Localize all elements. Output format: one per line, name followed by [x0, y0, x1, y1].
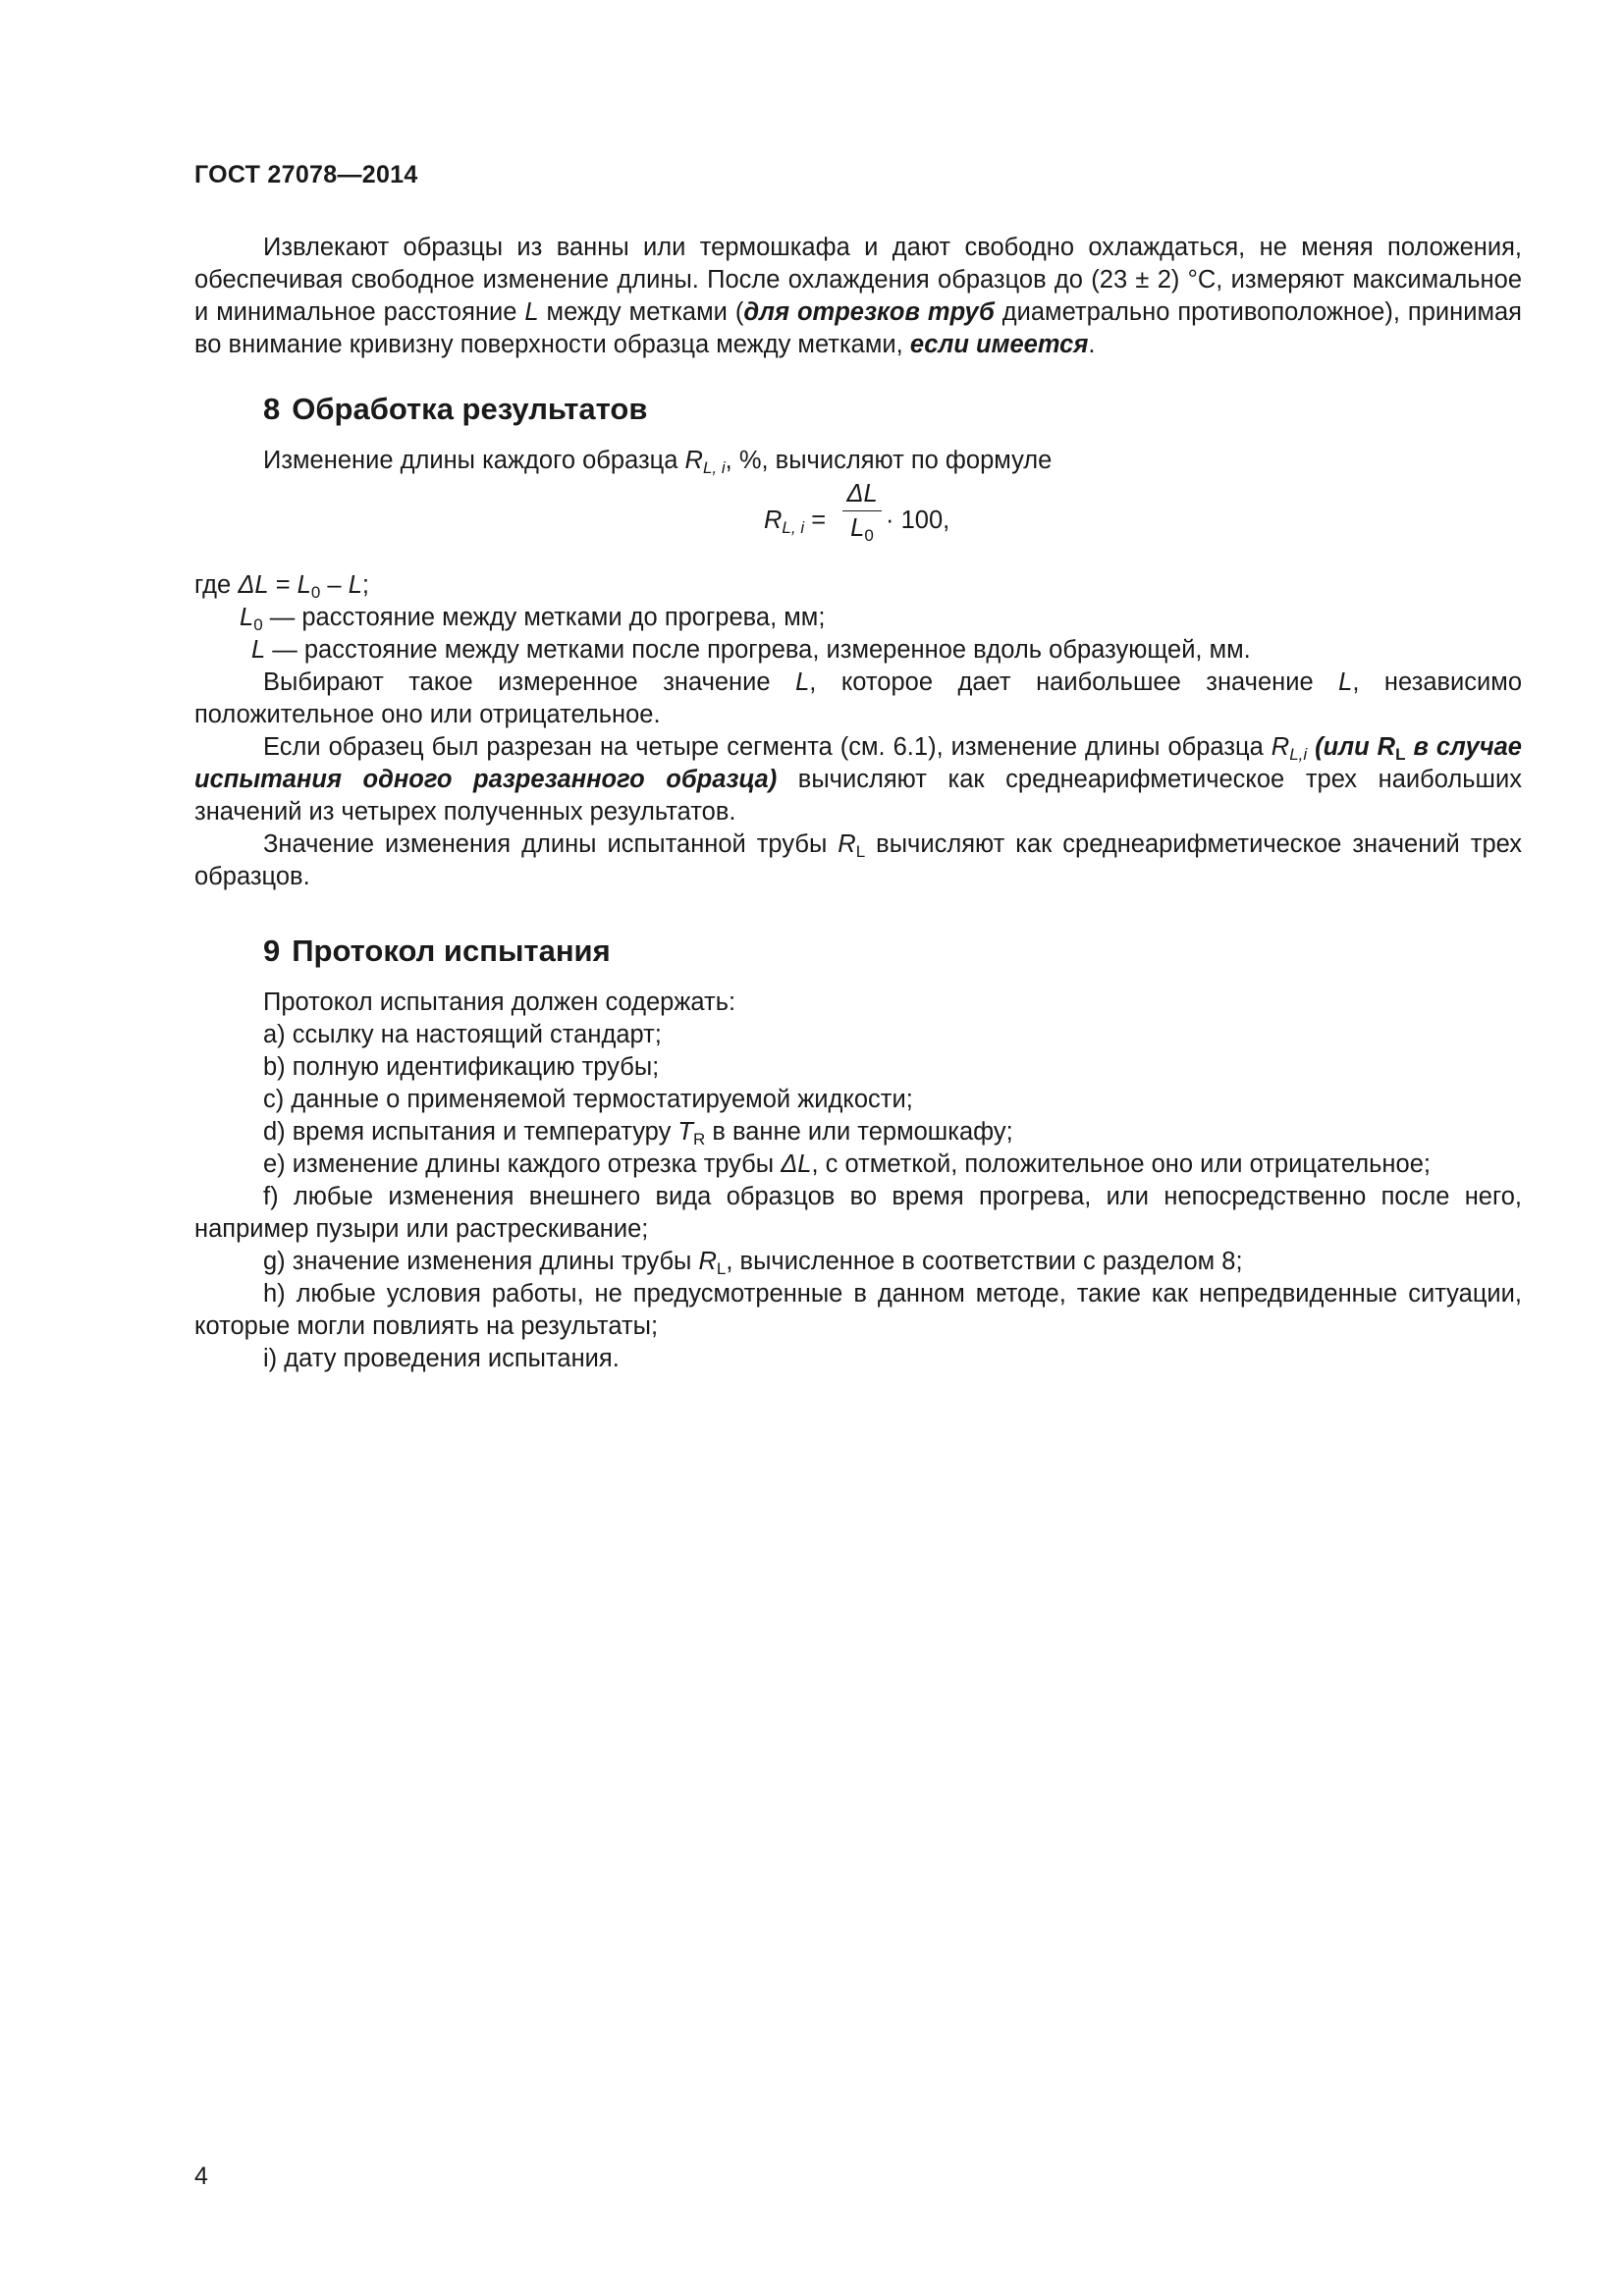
- text-run: Выбирают такое измеренное значение: [263, 668, 796, 696]
- list-item-c: c) данные о применяемой термостатируемой жидкости;: [263, 1086, 913, 1113]
- intro-paragraph: [194, 232, 1522, 361]
- text-run: , которое дает наибольшее значение: [809, 668, 1339, 696]
- subscript: L: [855, 842, 866, 861]
- subscript: 0: [864, 526, 874, 545]
- symbol-L: L: [348, 571, 362, 599]
- fraction-bar: [842, 510, 882, 511]
- subscript: R: [692, 1130, 706, 1148]
- list-item-h: h) любые условия работы, не предусмотренные в данном методе, такие как непредвиденные ситуации, которые могли повлиять на результаты;: [194, 1280, 1522, 1340]
- text-run: e) изменение длины каждого отрезка трубы: [263, 1150, 782, 1178]
- section-9-lead: Протокол испытания должен содержать:: [263, 988, 736, 1016]
- subscript: L,i: [1289, 745, 1308, 764]
- section-8-paragraph-4: [194, 828, 1522, 893]
- text-run: — расстояние между метками после прогрева, измеренное вдоль образующей, мм.: [265, 636, 1251, 664]
- text-run: Если образец был разрезан на четыре сегмента (см. 6.1), изменение длины образца: [263, 733, 1271, 761]
- bold-italic-run: (или R: [1307, 733, 1396, 761]
- list-item-i: i) дату проведения испытания.: [263, 1345, 620, 1372]
- text-run: диаметрально противоположное), принимая во внимание кривизну поверхности образца между метками,: [194, 298, 1522, 358]
- text-run: Извлекают образцы из ванны или термошкафа и дают свободно охлаждаться, не меняя положения, обеспечивая свободное изменение длины. После охлаждения образцов до (23 ± 2) °C, измеряют максимальное и минимальное расстояние: [194, 234, 1522, 326]
- text-run: .: [1088, 331, 1096, 358]
- symbol-L: L: [297, 571, 311, 599]
- text-run: где: [194, 571, 239, 599]
- section-title: Обработка результатов: [292, 392, 648, 426]
- subscript: L, i: [702, 458, 726, 477]
- formula-rhs: · 100,: [886, 507, 950, 534]
- text-run: , независимо положительное оно или отрицательное.: [194, 668, 1522, 728]
- section-8-paragraph-2: [194, 667, 1522, 731]
- text-run: вычисляют как среднеарифметическое трех наибольших значений из четырех полученных результатов.: [194, 766, 1523, 826]
- section-title: Протокол испытания: [292, 934, 611, 968]
- where-line: [194, 569, 1522, 602]
- text-run: , %, вычисляют по формуле: [725, 447, 1053, 474]
- symbol-delta-L: ΔL: [781, 1150, 812, 1178]
- symbol-L: L: [795, 668, 810, 696]
- section-8-paragraph-3: [194, 731, 1522, 828]
- text-run: , с отметкой, положительное оно или отрицательное;: [811, 1150, 1431, 1178]
- text-run: между метками (: [538, 298, 744, 326]
- symbol-L: L: [240, 604, 254, 631]
- subscript: 0: [253, 615, 263, 634]
- subscript: 0: [310, 583, 321, 602]
- document-id-header: ГОСТ 27078—2014: [194, 161, 418, 188]
- subscript: L: [1395, 745, 1406, 764]
- text-run: , вычисленное в соответствии с разделом 8;: [726, 1248, 1243, 1275]
- text-run: –: [320, 571, 349, 599]
- subscript: L, i: [782, 518, 805, 537]
- section-9-heading: [194, 934, 1522, 967]
- text-run: =: [268, 571, 298, 599]
- definition-L0: [194, 602, 1522, 634]
- section-number: 9: [263, 934, 281, 968]
- symbol-T: T: [677, 1118, 693, 1146]
- symbol-R: R: [684, 447, 703, 474]
- text-run: Значение изменения длины испытанной трубы: [263, 830, 839, 858]
- list-item-b: b) полную идентификацию трубы;: [263, 1053, 660, 1081]
- symbol-delta-L: ΔL: [238, 571, 269, 599]
- list-item-f: f) любые изменения внешнего вида образцов во время прогрева, или непосредственно после него, например пузыри или растрескивание;: [194, 1183, 1522, 1243]
- text-run: вычисляют как среднеарифметическое значений трех образцов.: [194, 830, 1522, 890]
- section-8-heading: [194, 393, 1522, 425]
- text-run: ;: [361, 571, 369, 599]
- text-run: — расстояние между метками до прогрева, мм;: [262, 604, 826, 631]
- symbol-L: L: [1338, 668, 1353, 696]
- equals-sign: =: [804, 507, 827, 534]
- fraction-denominator: [842, 513, 882, 543]
- text-run: Изменение длины каждого образца: [263, 447, 685, 474]
- list-item-d: [194, 1116, 1522, 1148]
- text-run: d) время испытания и температуру: [263, 1118, 678, 1146]
- bold-italic-run: если имеется: [909, 331, 1089, 358]
- list-item-g: [194, 1246, 1522, 1278]
- symbol-L: L: [251, 636, 266, 664]
- fraction-numerator: [842, 479, 882, 508]
- bold-italic-run: в случае испытания одного разрезанного образца): [194, 733, 1522, 793]
- list-item-a: a) ссылку на настоящий стандарт;: [263, 1021, 662, 1048]
- symbol-R: R: [764, 507, 783, 534]
- symbol-L: L: [850, 514, 865, 542]
- symbol-delta-L: ΔL: [846, 480, 878, 507]
- section-8-lead: [194, 445, 1522, 477]
- text-run: в ванне или термошкафу;: [705, 1118, 1013, 1146]
- symbol-R: R: [1271, 733, 1290, 761]
- definition-L: [194, 634, 1522, 667]
- symbol-L: L: [524, 298, 539, 326]
- formula-fraction: [842, 479, 882, 543]
- list-item-e: [194, 1148, 1522, 1181]
- symbol-R: R: [698, 1248, 717, 1275]
- page-content: [194, 232, 1522, 1375]
- symbol-R: R: [838, 830, 856, 858]
- page-number: 4: [194, 2163, 208, 2190]
- formula-lhs: [764, 505, 826, 537]
- section-number: 8: [263, 392, 281, 426]
- text-run: g) значение изменения длины трубы: [263, 1248, 699, 1275]
- formula: [194, 479, 1522, 567]
- bold-italic-run: для отрезков труб: [743, 298, 995, 326]
- subscript: L: [716, 1259, 727, 1278]
